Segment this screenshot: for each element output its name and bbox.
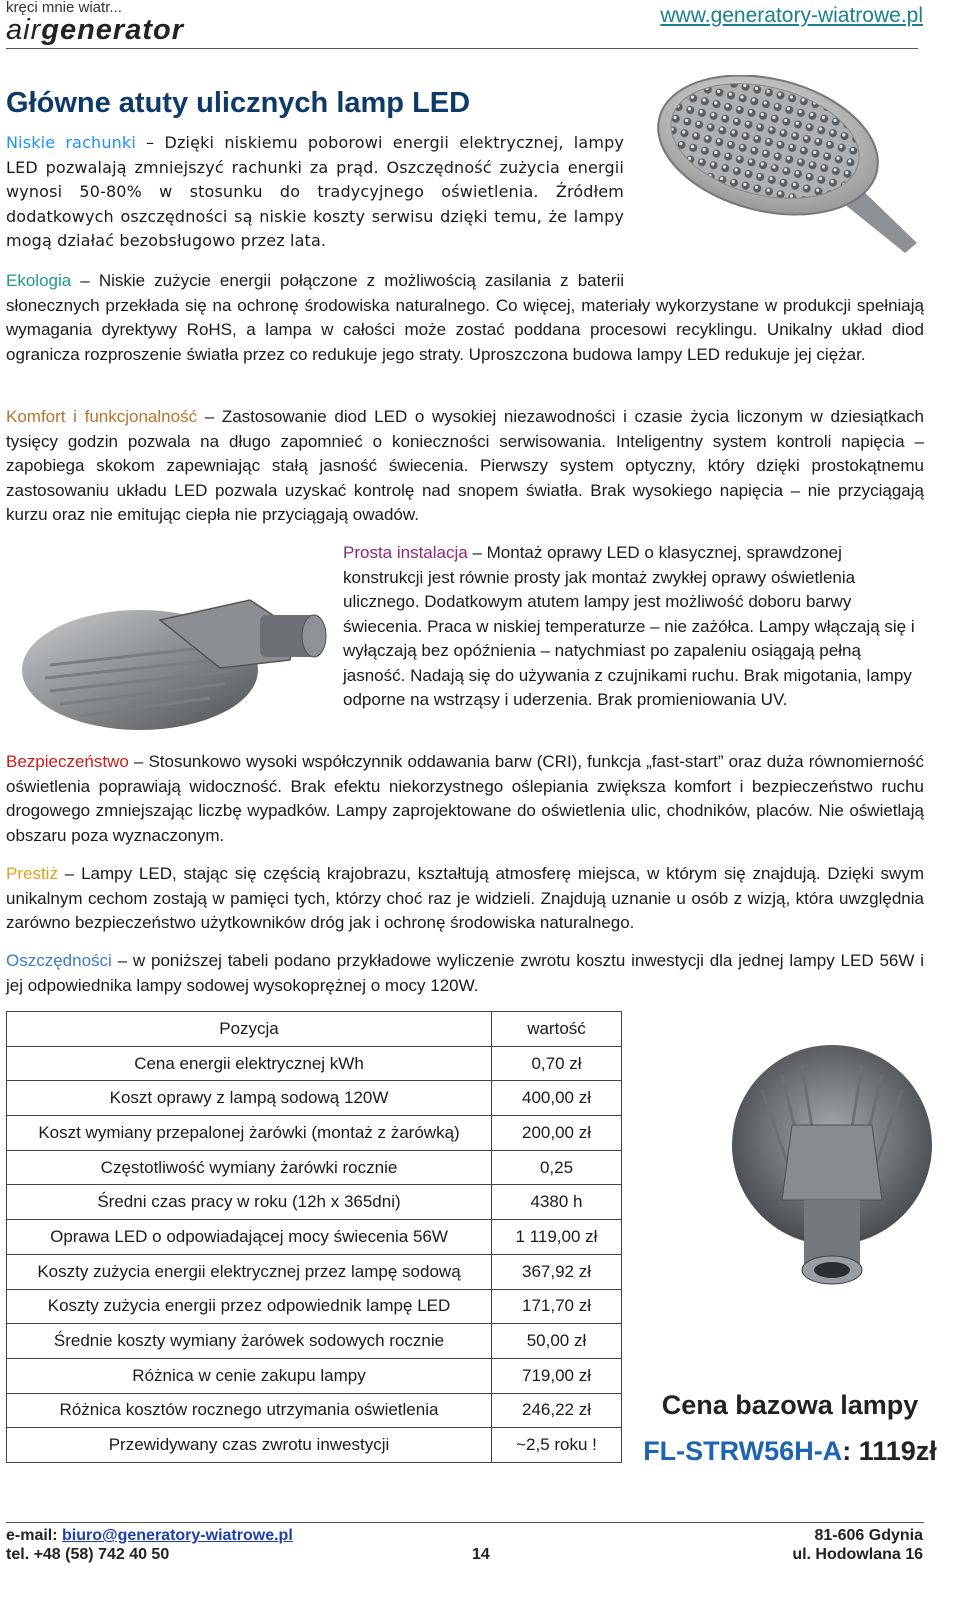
bills-keyword: Niskie rachunki [6,133,136,152]
header-divider [6,48,918,49]
led-street-lamp-photo-3 [722,1040,942,1305]
tagline: kręci mnie wiatr... [6,0,122,16]
led-street-lamp-photo-2 [20,560,330,745]
bills-paragraph: Niskie rachunki – Dzięki niskiemu poborowi energii elektrycznej, lampy LED pozwalają zmniejszyć rachunki za prąd. Oszczędność zużycia energii wynosi 50-80% w stosunku do tradycyjnego oświetlenia. Źródłem dodatkowych oszczędności są niskie koszty serwisu dzięki temu, że lampy mogą działać bezobsługowo przez lata. [6,133,625,250]
footer-divider [6,1522,924,1523]
footer-postal-code: 81-606 Gdynia [814,1527,923,1544]
table-row [7,1150,622,1185]
table-cell-item: Cena energii elektrycznej kWh [7,1046,492,1081]
table-cell-item: Koszt oprawy z lampą sodową 120W [7,1081,492,1116]
base-price-title: Cena bazowa lampy [661,1390,919,1420]
savings-keyword: Oszczędności [6,951,112,970]
page-title: Główne atuty ulicznych lamp LED [6,87,471,119]
prestige-paragraph: Prestiż – Lampy LED, stając się częścią krajobrazu, kształtują atmosferę miejsca, w którym się znajdują. Dzięki swym unikalnym cechom zostają w pamięci tych, którzy choć raz je widzieli. Znajdują uznanie u osób z wizją, która uwzględnia zarówno bezpieczeństwo użytkowników dróg jak i ochronę środowiska naturalnego. [6,864,924,932]
safety-paragraph: Bezpieczeństwo – Stosunkowo wysoki współczynnik oddawania barw (CRI), funkcja „fast-start” oraz duża równomierność oświetlenia poprawiają widoczność. Brak efektu niekorzystnego oślepiania zwiększa komfort i bezpieczeństwo ruchu drogowego zmniejszając liczbę wypadków. Lampy zaprojektowane do oświetlenia ulic, chodników, placów. Nie oświetlają obszaru poza wyznaczonym. [6,752,924,845]
table-row [7,1254,622,1289]
roi-table [6,1011,622,1463]
table-cell-item: Średni czas pracy w roku (12h x 365dni) [7,1185,492,1220]
site-url-link[interactable]: www.generatory-wiatrowe.pl [660,4,923,27]
table-row [7,1289,622,1324]
table-cell-item: Średnie koszty wymiany żarówek sodowych rocznie [7,1324,492,1359]
ecology-paragraph: Ekologia – Niskie zużycie energii połączone z możliwością zasilania z baterii słonecznych przekłada się na ochronę środowiska naturalnego. Co więcej, materiały wykorzystane w produkcji spełniają wymagania dyrektywy RoHS, a lampa w całości może zostać poddana procesowi recyklingu. Unikalny układ diod ogranicza rozproszenie światła przez co redukuje jego straty. Uproszczona budowa lampy LED redukuje jej ciężar. [6,271,924,364]
footer-phone: tel. +48 (58) 742 40 50 [6,1546,170,1563]
table-cell-item: Koszty zużycia energii przez odpowiednik lampę LED [7,1289,492,1324]
table-cell-item: Oprawa LED o odpowiadającej mocy świecenia 56W [7,1220,492,1255]
prestige-keyword: Prestiż [6,864,58,883]
table-cell-value: 200,00 zł [492,1116,622,1151]
table-cell-item: Przewidywany czas zwrotu inwestycji [7,1428,492,1463]
install-keyword: Prosta instalacja [343,543,468,562]
table-cell-value: ~2,5 roku ! [492,1428,622,1463]
table-cell-value: 719,00 zł [492,1358,622,1393]
table-row [7,1116,622,1151]
safety-keyword: Bezpieczeństwo [6,752,129,771]
airgenerator-logo: airgenerator [6,14,184,46]
table-row [7,1185,622,1220]
table-row [7,1046,622,1081]
table-cell-item: Różnica kosztów rocznego utrzymania oświetlenia [7,1393,492,1428]
install-paragraph: Prosta instalacja – Montaż oprawy LED o klasycznej, sprawdzonej konstrukcji jest równie prosty jak montaż zwykłej oprawy oświetlenia ulicznego. Dodatkowym atutem lampy jest możliwość doboru barwy świecenia. Praca w niskiej temperaturze – nie zażółca. Lampy włączają się i wyłączają bez opóźnienia – natychmiast po zapaleniu osiągają pełną jasność. Nadają się do używania z czujnikami ruchu. Brak migotania, lampy odporne na wstrząsy i uderzenia. Brak promieniowania UV. [343,543,915,709]
savings-paragraph: Oszczędności – w poniższej tabeli podano przykładowe wyliczenie zwrotu kosztu inwestycji dla jednej lampy LED 56W i jej odpowiednika lampy sodowej wysokoprężnej o mocy 120W. [6,951,924,995]
table-cell-value: 0,25 [492,1150,622,1185]
table-row [7,1358,622,1393]
table-cell-item: Różnica w cenie zakupu lampy [7,1358,492,1393]
table-header-cell: wartość [492,1012,622,1047]
table-cell-value: 1 119,00 zł [492,1220,622,1255]
page-number: 14 [472,1546,490,1563]
table-cell-item: Częstotliwość wymiany żarówki rocznie [7,1150,492,1185]
footer-email: e-mail: biuro@generatory-wiatrowe.pl [6,1527,293,1544]
table-cell-item: Koszt wymiany przepalonej żarówki (montaż z żarówką) [7,1116,492,1151]
table-row [7,1220,622,1255]
table-row [7,1081,622,1116]
table-header-row [7,1012,622,1047]
table-row [7,1393,622,1428]
table-cell-value: 4380 h [492,1185,622,1220]
table-cell-value: 367,92 zł [492,1254,622,1289]
table-cell-item: Koszty zużycia energii elektrycznej przez lampę sodową [7,1254,492,1289]
comfort-keyword: Komfort i funkcjonalność [6,407,198,426]
table-cell-value: 400,00 zł [492,1081,622,1116]
led-street-lamp-photo-1 [655,75,940,280]
email-link[interactable]: biuro@generatory-wiatrowe.pl [62,1527,293,1544]
table-row [7,1324,622,1359]
lamp-model: FL-STRW56H-A [643,1436,843,1466]
base-price-line: FL-STRW56H-A: 1119zł [643,1436,937,1466]
table-cell-value: 246,22 zł [492,1393,622,1428]
comfort-paragraph: Komfort i funkcjonalność – Zastosowanie diod LED o wysokiej niezawodności i czasie życia liczonym w dziesiątkach tysięcy godzin pozwala na długo zapomnieć o konieczności serwisowania. Inteligentny system kontroli napięcia – zapobiega skokom zapewniając stałą jasność świecenia. Pierwszy system optyczny, który dzięki prostokątnemu zastosowaniu układu LED pozwala uzyskać kontrolę nad snopem światła. Brak wysokiego napięcia – nie przyciągają kurzu oraz nie emitując ciepła nie przyciągają owadów. [6,407,925,524]
table-cell-value: 171,70 zł [492,1289,622,1324]
table-cell-value: 0,70 zł [492,1046,622,1081]
ecology-keyword: Ekologia [6,271,72,290]
table-header-cell: Pozycja [7,1012,492,1047]
table-row [7,1428,622,1463]
table-cell-value: 50,00 zł [492,1324,622,1359]
footer-street: ul. Hodowlana 16 [792,1546,923,1563]
base-price-value: 1119zł [858,1436,937,1466]
